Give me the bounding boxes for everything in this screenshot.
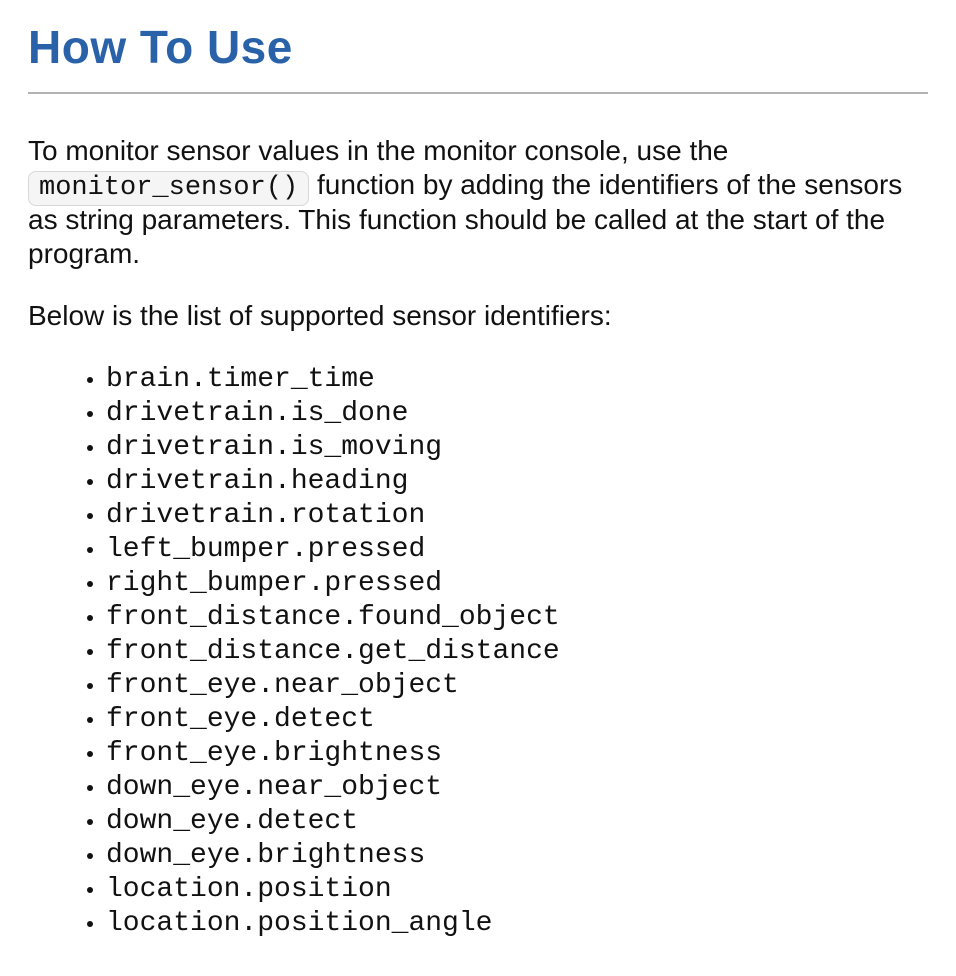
list-item: • front_distance.found_object <box>106 601 928 635</box>
list-item: • drivetrain.rotation <box>106 499 928 533</box>
intro-paragraph <box>28 134 928 271</box>
sensor-identifier-list <box>28 363 928 941</box>
list-item: • front_eye.detect <box>106 703 928 737</box>
list-item: • down_eye.brightness <box>106 839 928 873</box>
list-item: • brain.timer_time <box>106 363 928 397</box>
page-title: How To Use <box>28 21 293 73</box>
intro-text-before-code: To monitor sensor values in the monitor console, use the <box>28 135 729 166</box>
sensor-list-intro: Below is the list of supported sensor identifiers: <box>28 300 612 331</box>
list-item: • left_bumper.pressed <box>106 533 928 567</box>
list-item: • front_eye.brightness <box>106 737 928 771</box>
list-item: • drivetrain.is_done <box>106 397 928 431</box>
list-item: • location.position_angle <box>106 907 928 941</box>
intro-text-after-code: function by adding the identifiers of the sensors as string parameters. This function should be called at the start of the program. <box>28 169 903 269</box>
list-item: • drivetrain.is_moving <box>106 431 928 465</box>
list-item: • down_eye.detect <box>106 805 928 839</box>
docs-page <box>0 20 956 976</box>
monitor-sensor-code-chip: monitor_sensor() <box>28 171 309 206</box>
list-item: • front_distance.get_distance <box>106 635 928 669</box>
list-item: • drivetrain.heading <box>106 465 928 499</box>
title-divider <box>28 92 928 94</box>
list-item: • front_eye.near_object <box>106 669 928 703</box>
list-item: • location.position <box>106 873 928 907</box>
list-item: • right_bumper.pressed <box>106 567 928 601</box>
list-item: • down_eye.near_object <box>106 771 928 805</box>
